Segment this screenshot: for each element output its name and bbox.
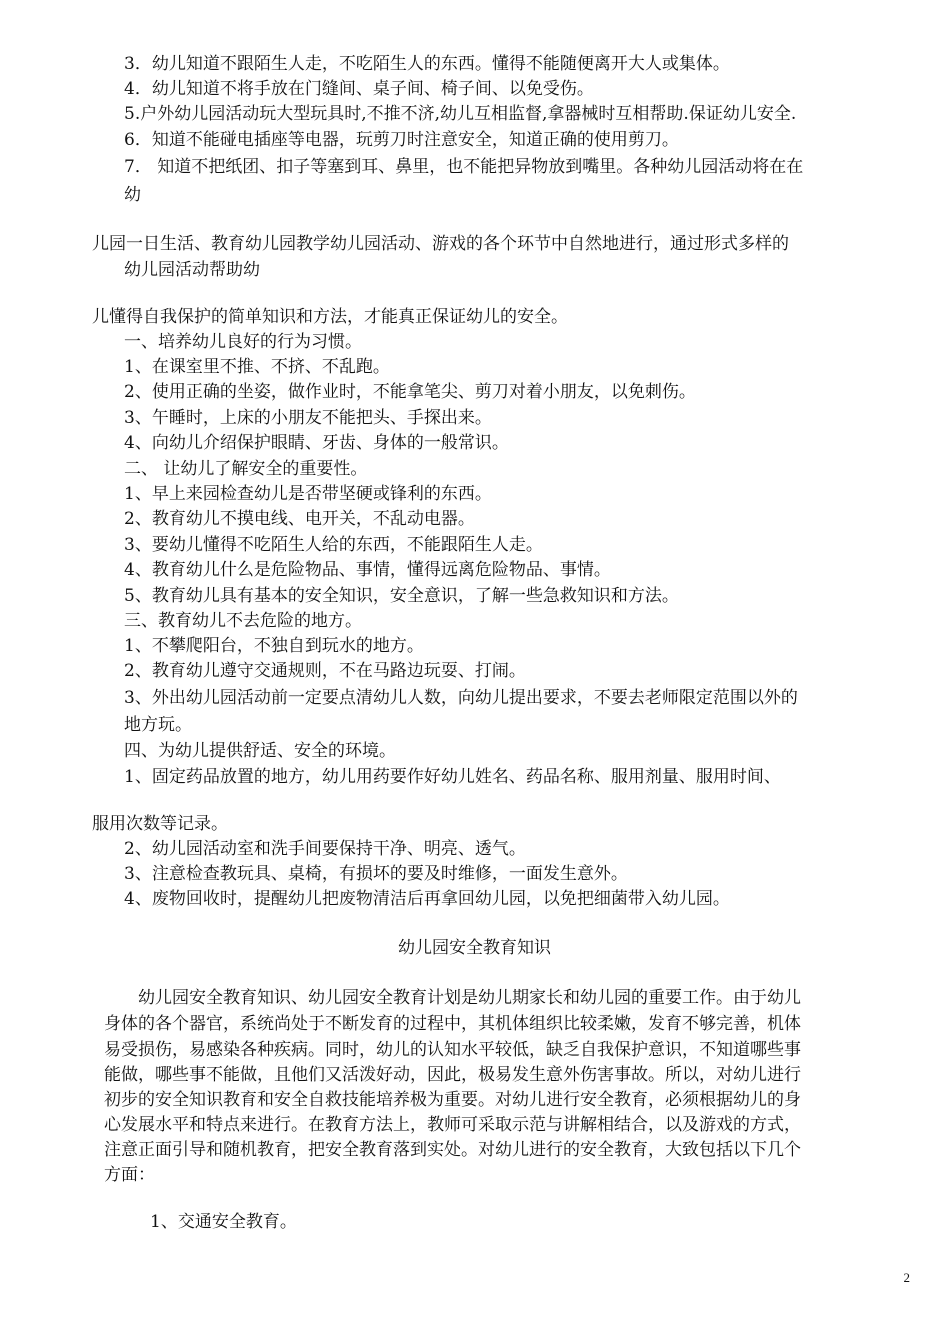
text-line: 地方玩。: [124, 715, 192, 735]
list-item-6: 6．知道不能碰电插座等电器，玩剪刀时注意安全，知道正确的使用剪刀。: [124, 130, 679, 150]
text-line: 幼: [124, 185, 141, 205]
list-item-3: 3．幼儿知道不跟陌生人走，不吃陌生人的东西。懂得不能随便离开大人或集体。: [124, 54, 730, 74]
list-item-4: 4．幼儿知道不将手放在门缝间、桌子间、椅子间、以免受伤。: [124, 79, 594, 99]
list-item: 4、教育幼儿什么是危险物品、事情，懂得远离危险物品、事情。: [124, 560, 611, 580]
paragraph-line: 注意正面引导和随机教育，把安全教育落到实处。对幼儿进行的安全教育，大致包括以下几个: [104, 1140, 801, 1160]
list-item: 1、早上来园检查幼儿是否带坚硬或锋利的东西。: [124, 484, 492, 504]
list-item: 2、使用正确的坐姿，做作业时，不能拿笔尖、剪刀对着小朋友，以免刺伤。: [124, 382, 696, 402]
text-line: 儿懂得自我保护的简单知识和方法，才能真正保证幼儿的安全。: [92, 307, 568, 327]
text-line: 服用次数等记录。: [92, 814, 228, 834]
list-item: 1、固定药品放置的地方，幼儿用药要作好幼儿姓名、药品名称、服用剂量、服用时间、: [124, 767, 781, 787]
section-heading-4: 四、为幼儿提供舒适、安全的环境。: [124, 741, 396, 761]
paragraph-line: 身体的各个器官，系统尚处于不断发育的过程中，其机体组织比较柔嫩，发育不够完善，机体: [104, 1014, 801, 1034]
page-number: 2: [903, 1270, 910, 1285]
list-item: 2、教育幼儿遵守交通规则，不在马路边玩耍、打闹。: [124, 661, 526, 681]
list-item: 1、不攀爬阳台，不独自到玩水的地方。: [124, 636, 424, 656]
list-item: 2、幼儿园活动室和洗手间要保持干净、明亮、透气。: [124, 839, 526, 859]
text-line: 幼儿园活动帮助幼: [124, 260, 260, 280]
paragraph-line: 心发展水平和特点来进行。在教育方法上，教师可采取示范与讲解相结合，以及游戏的方式，: [104, 1115, 801, 1135]
section-heading-3: 三、教育幼儿不去危险的地方。: [124, 611, 362, 631]
paragraph-line: 能做，哪些事不能做，且他们又活泼好动，因此，极易发生意外伤害事故。所以，对幼儿进行: [104, 1065, 801, 1085]
paragraph-line: 易受损伤，易感染各种疾病。同时，幼儿的认知水平较低，缺乏自我保护意识，不知道哪些事: [104, 1040, 801, 1060]
list-item: 2、教育幼儿不摸电线、电开关，不乱动电器。: [124, 509, 475, 529]
text-line: 儿园一日生活、教育幼儿园教学幼儿园活动、游戏的各个环节中自然地进行，通过形式多样的: [92, 234, 789, 254]
list-item-5: 5.户外幼儿园活动玩大型玩具时,不推不济,幼儿互相监督,拿器械时互相帮助.保证幼儿安全.: [124, 104, 797, 124]
list-item-7: 7． 知道不把纸团、扣子等塞到耳、鼻里，也不能把异物放到嘴里。各种幼儿园活动将在在: [124, 157, 804, 177]
list-item: 4、废物回收时，提醒幼儿把废物清洁后再拿回幼儿园，以免把细菌带入幼儿园。: [124, 889, 730, 909]
section-heading-2: 二、 让幼儿了解安全的重要性。: [124, 459, 368, 479]
paragraph-line: 幼儿园安全教育知识、幼儿园安全教育计划是幼儿期家长和幼儿园的重要工作。由于幼儿: [138, 988, 801, 1008]
paragraph-line: 方面：: [104, 1165, 155, 1185]
list-item: 3、外出幼儿园活动前一定要点清幼儿人数，向幼儿提出要求，不要去老师限定范围以外的: [124, 688, 798, 708]
list-item: 3、午睡时，上床的小朋友不能把头、手探出来。: [124, 408, 492, 428]
list-item: 3、要幼儿懂得不吃陌生人给的东西，不能跟陌生人走。: [124, 535, 543, 555]
list-item: 3、注意检查教玩具、桌椅，有损坏的要及时维修，一面发生意外。: [124, 864, 628, 884]
list-item: 1、在课室里不推、不挤、不乱跑。: [124, 357, 390, 377]
section-title: 幼儿园安全教育知识: [398, 938, 551, 958]
list-item: 5、教育幼儿具有基本的安全知识，安全意识，了解一些急救知识和方法。: [124, 586, 679, 606]
list-item: 1、交通安全教育。: [150, 1212, 297, 1232]
list-item: 4、向幼儿介绍保护眼睛、牙齿、身体的一般常识。: [124, 433, 509, 453]
section-heading-1: 一、培养幼儿良好的行为习惯。: [124, 332, 362, 352]
paragraph-line: 初步的安全知识教育和安全自救技能培养极为重要。对幼儿进行安全教育，必须根据幼儿的身: [104, 1090, 801, 1110]
